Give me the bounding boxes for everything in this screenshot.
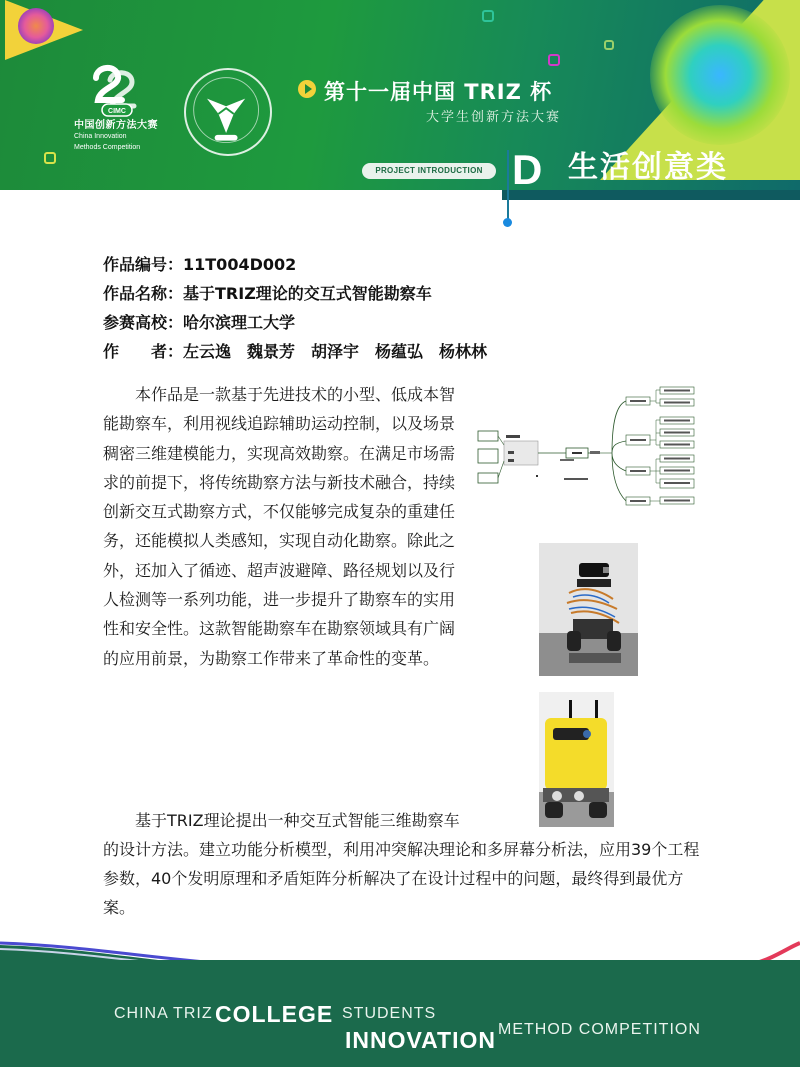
logo-en-line2: Methods Competition	[74, 144, 141, 151]
info-code: 作品编号：11T004D002	[103, 255, 297, 274]
category-letter: D	[512, 146, 543, 190]
footer-word-students: STUDENTS	[342, 1005, 437, 1022]
info-name: 作品名称：基于TRIZ理论的交互式智能勘察车	[103, 284, 432, 303]
triz-emblem-icon	[184, 68, 272, 156]
accent-bar	[502, 190, 800, 200]
footer-word-college: COLLEGE	[215, 1001, 334, 1027]
info-school: 参赛高校：哈尔滨理工大学	[103, 313, 296, 332]
cimc-logo-caption	[74, 120, 164, 153]
accent-line	[507, 150, 509, 220]
footer-word-method-competition: METHOD COMPETITION	[498, 1021, 701, 1038]
robot-photo-final	[539, 692, 614, 827]
title-main: 第十一届中国 TRIZ 杯	[324, 80, 553, 104]
robot-photo-prototype	[539, 543, 638, 676]
footer-banner	[0, 960, 800, 1067]
decor-square	[482, 10, 494, 22]
description-paragraph-1: 本作品是一款基于先进技术的小型、低成本智能勘察车，利用视线追踪辅助运动控制，以及场景稠密三维建模能力，实现高效勘察。在满足市场需求的前提下，将传统勘察方法与新技术融合，持续创新交互式勘察方式，不仅能够完成复杂的重建任务，还能模拟人类感知，实现自动化勘察。除此之外，还加入了循迹、超声波避障、路径规划以及行人检测等一系列功能，进一步提升了勘察车的实用性和安全性。这款智能勘察车在勘察领域具有广阔的应用前景，为勘察工作带来了革命性的变革。	[103, 385, 456, 668]
project-intro-badge: PROJECT INTRODUCTION	[362, 163, 496, 179]
logo-en-line1: China Innovation	[74, 133, 127, 140]
decor-square	[44, 152, 56, 164]
title-sub: 大学生创新方法大赛	[426, 110, 562, 125]
footer-word-china-triz: CHINA TRIZ	[114, 1005, 213, 1022]
project-info	[103, 250, 487, 366]
category-name: 生活创意类	[568, 150, 728, 185]
decor-orb-right	[650, 5, 790, 145]
accent-dot	[503, 218, 512, 227]
decor-square	[604, 40, 614, 50]
cimc-badge-text: CIMC	[108, 108, 126, 115]
decor-square	[548, 54, 560, 66]
description-paragraph-2-rest: 的设计方法。建立功能分析模型，利用冲突解决理论和多屏幕分析法，应用39个工程参数，40个发明原理和矛盾矩阵分析解决了在设计过程中的问题，最终得到最优方案。	[103, 840, 700, 917]
decor-orb-left	[18, 8, 54, 44]
header-banner	[0, 0, 800, 190]
info-authors: 作 者：左云逸 魏景芳 胡泽宇 杨蕴弘 杨林林	[103, 342, 488, 361]
description-paragraph-2-line1: 基于TRIZ理论提出一种交互式智能三维勘察车	[135, 811, 460, 830]
system-structure-diagram	[474, 383, 700, 525]
play-icon	[298, 80, 316, 98]
logo-cn-name: 中国创新方法大赛	[74, 120, 158, 131]
footer-word-innovation: INNOVATION	[345, 1027, 496, 1053]
cimc-logo-icon	[78, 60, 148, 120]
